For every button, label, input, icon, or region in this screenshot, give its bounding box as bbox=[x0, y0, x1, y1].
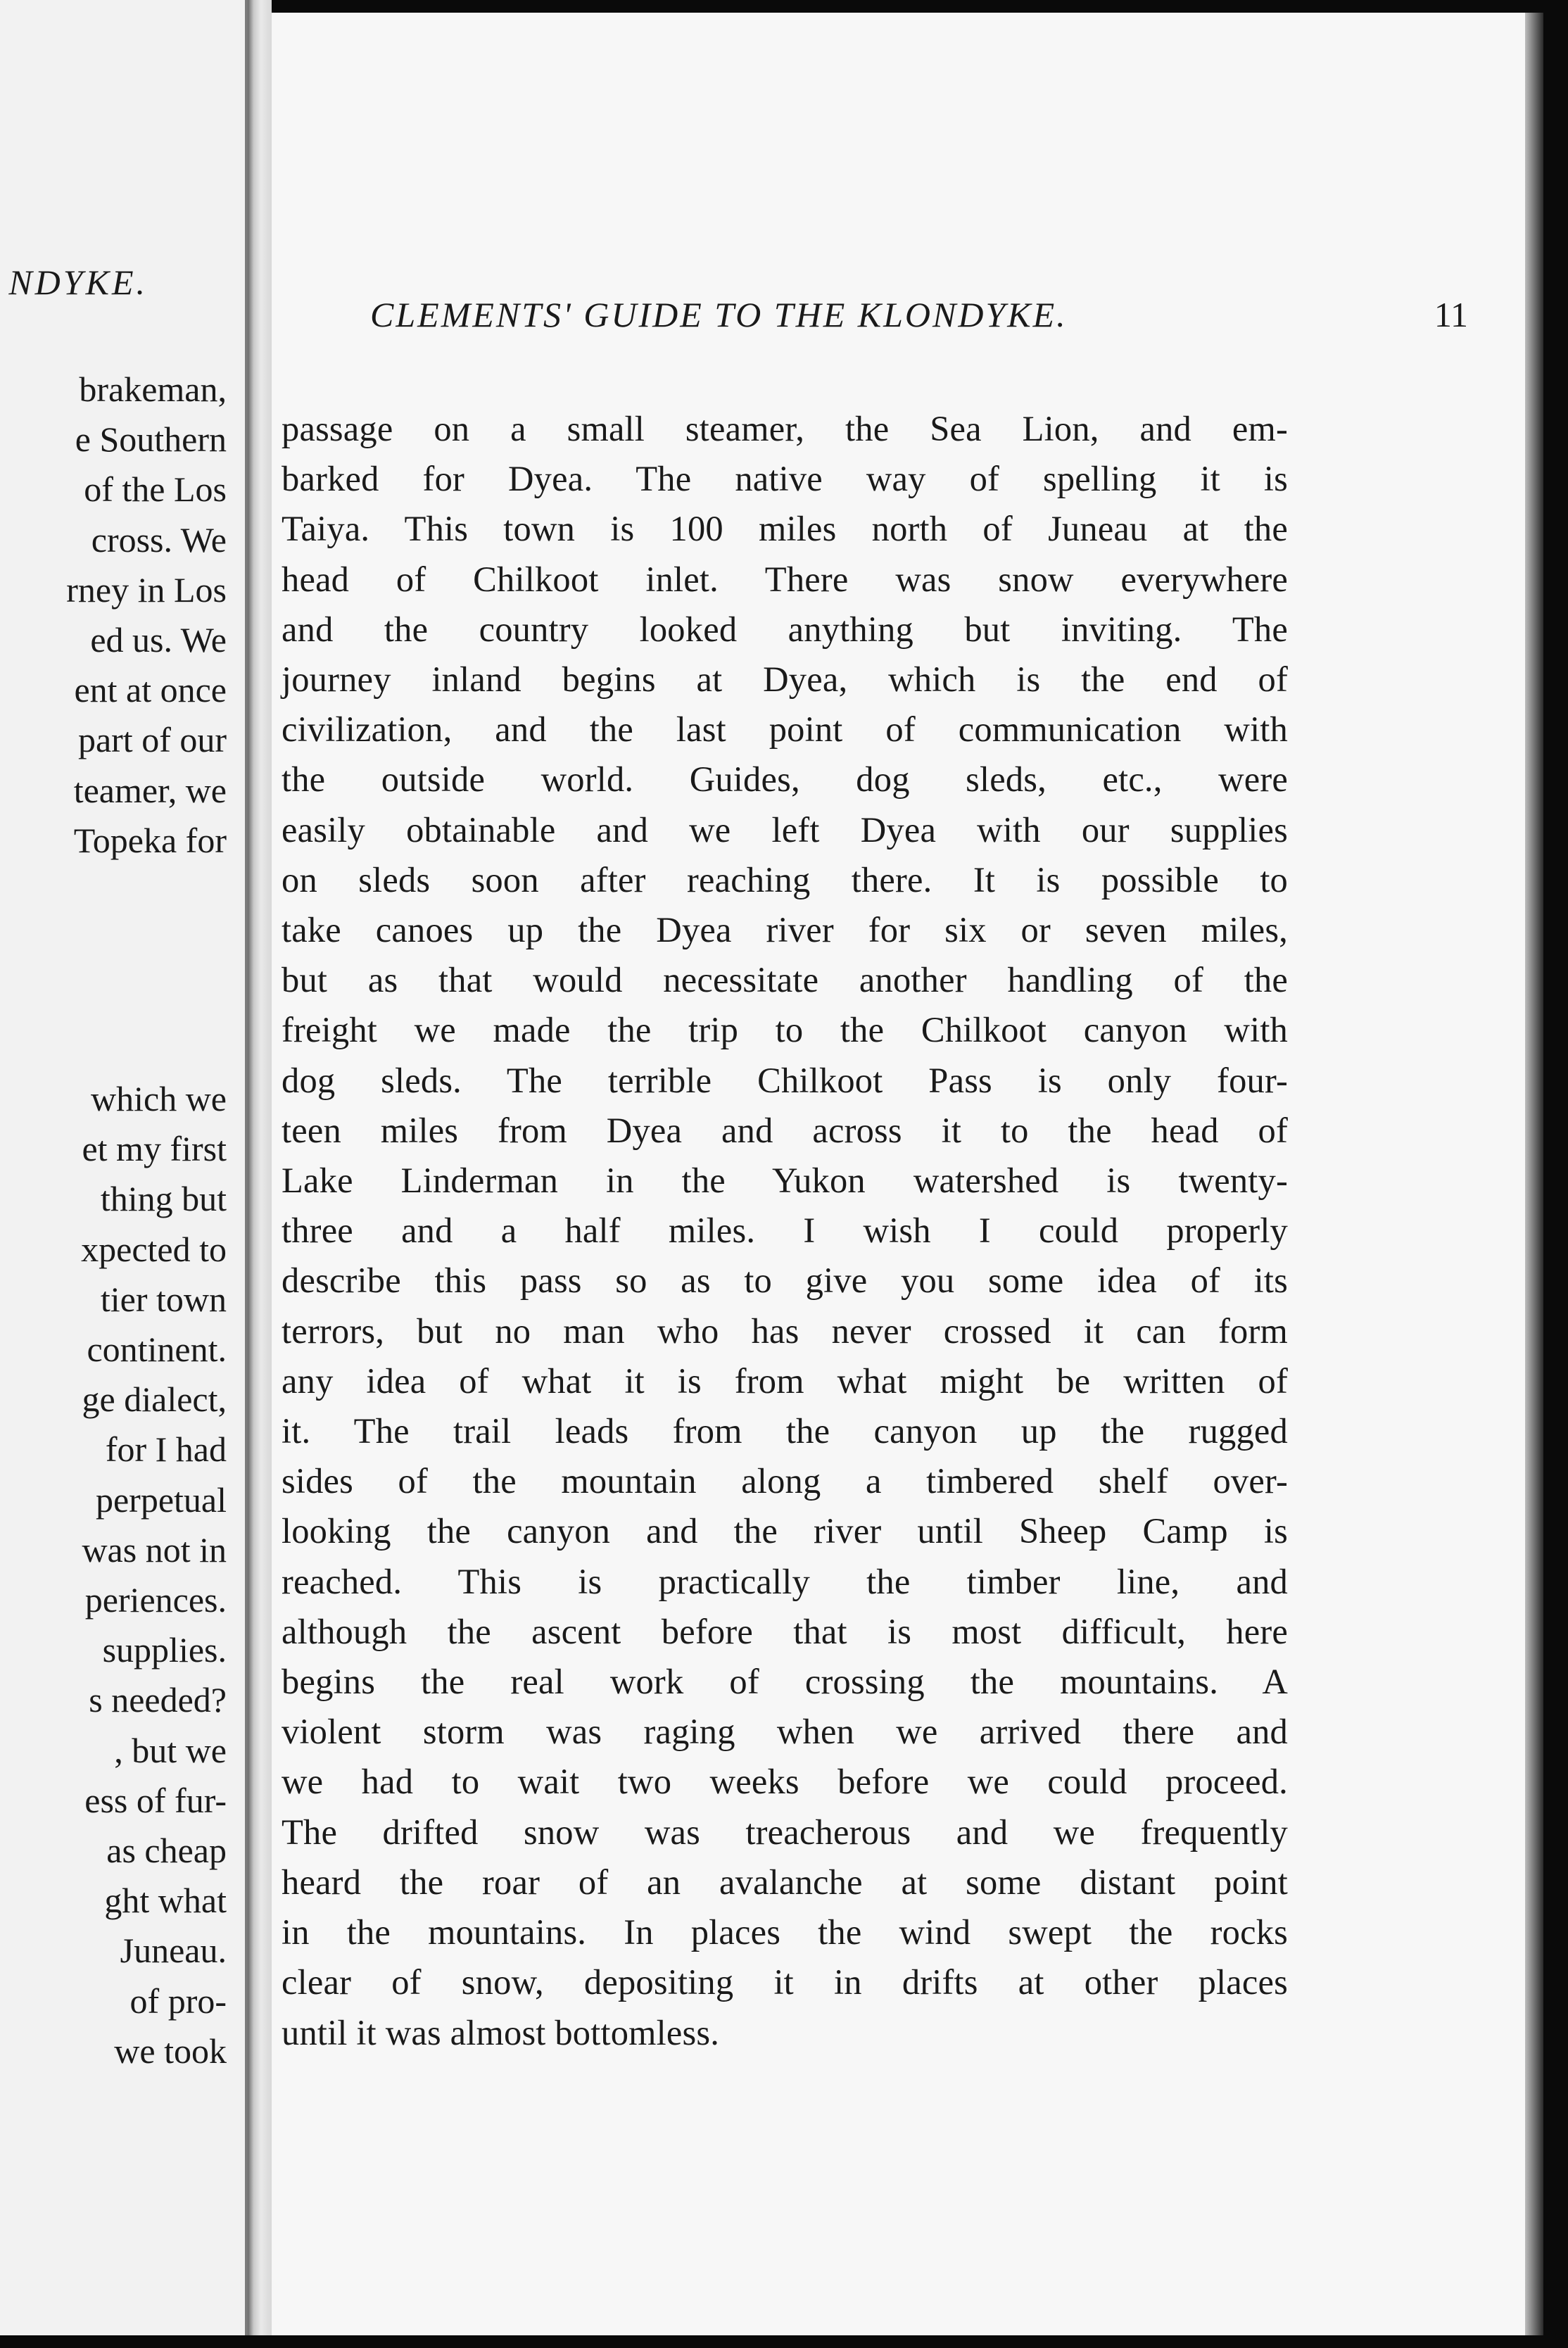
text-line: reached. This is practically the timber line, and bbox=[282, 1561, 1288, 1601]
text-line: barked for Dyea. The native way of spelling it is bbox=[282, 459, 1288, 499]
text-line: journey inland begins at Dyea, which is the end of bbox=[282, 659, 1288, 700]
left-text-line: periences. bbox=[84, 1580, 227, 1620]
text-line: but as that would necessitate another handling of the bbox=[282, 960, 1288, 1000]
left-text-block-1 bbox=[0, 365, 227, 866]
page-number: 11 bbox=[1434, 295, 1468, 334]
left-text-line: e Southern bbox=[75, 419, 227, 460]
left-text-line: was not in bbox=[82, 1529, 227, 1570]
text-line: dog sleds. The terrible Chilkoot Pass is only four- bbox=[282, 1060, 1288, 1100]
left-text-line: thing but bbox=[100, 1179, 227, 1219]
text-line: take canoes up the Dyea river for six or seven miles, bbox=[282, 910, 1288, 950]
left-text-line: we took bbox=[114, 2031, 227, 2071]
left-text-line: of the Los bbox=[84, 469, 227, 510]
previous-page bbox=[0, 0, 248, 2335]
text-line: any idea of what it is from what might be written of bbox=[282, 1361, 1288, 1401]
left-text-line: et my first bbox=[82, 1129, 227, 1169]
left-text-line: continent. bbox=[87, 1330, 227, 1370]
text-line: easily obtainable and we left Dyea with our supplies bbox=[282, 809, 1288, 850]
left-text-line: supplies. bbox=[102, 1630, 227, 1670]
text-line: sides of the mountain along a timbered shelf over- bbox=[282, 1461, 1288, 1501]
text-line: and the country looked anything but inviting. The bbox=[282, 609, 1288, 649]
text-line: it. The trail leads from the canyon up the rugged bbox=[282, 1411, 1288, 1451]
text-line: on sleds soon after reaching there. It is possible to bbox=[282, 859, 1288, 900]
text-line: in the mountains. In places the wind swept the rocks bbox=[282, 1912, 1288, 1952]
left-text-line: ent at once bbox=[74, 670, 227, 710]
left-text-line: xpected to bbox=[81, 1229, 227, 1269]
text-line: freight we made the trip to the Chilkoot canyon with bbox=[282, 1010, 1288, 1050]
left-text-line: brakeman, bbox=[79, 370, 227, 409]
text-line: teen miles from Dyea and across it to the head of bbox=[282, 1110, 1288, 1150]
text-line: civilization, and the last point of communication with bbox=[282, 709, 1288, 750]
left-text-line: ght what bbox=[104, 1881, 227, 1921]
text-line: describe this pass so as to give you some idea of its bbox=[282, 1261, 1288, 1301]
text-line: Lake Linderman in the Yukon watershed is twenty- bbox=[282, 1161, 1288, 1201]
book-gutter bbox=[248, 0, 272, 2335]
left-text-line: ed us. We bbox=[90, 620, 227, 660]
text-line: terrors, but no man who has never crossed it can form bbox=[282, 1311, 1288, 1351]
text-line: until it was almost bottomless. bbox=[282, 2012, 720, 2052]
left-text-line: cross. We bbox=[91, 519, 227, 560]
text-line: clear of snow, depositing it in drifts at other places bbox=[282, 1962, 1288, 2002]
left-text-line: part of our bbox=[77, 720, 227, 760]
left-text-line: of pro- bbox=[129, 1981, 227, 2021]
text-line: passage on a small steamer, the Sea Lion, and em- bbox=[282, 409, 1288, 448]
text-line: Taiya. This town is 100 miles north of Juneau at the bbox=[282, 509, 1288, 549]
left-text-line: as cheap bbox=[106, 1831, 227, 1871]
left-running-head: NDYKE. bbox=[8, 263, 148, 302]
left-text-line: for I had bbox=[105, 1429, 227, 1470]
current-page bbox=[272, 13, 1527, 2335]
text-line: although the ascent before that is most difficult, here bbox=[282, 1611, 1288, 1651]
left-text-line: ge dialect, bbox=[82, 1380, 227, 1420]
left-text-line: which we bbox=[91, 1079, 227, 1118]
text-line: head of Chilkoot inlet. There was snow everywhere bbox=[282, 559, 1288, 599]
left-text-block-2 bbox=[0, 1074, 227, 2076]
running-head bbox=[370, 294, 1468, 335]
left-text-line: , but we bbox=[114, 1730, 227, 1770]
text-line: three and a half miles. I wish I could properly bbox=[282, 1211, 1288, 1251]
text-line: The drifted snow was treacherous and we frequently bbox=[282, 1812, 1288, 1852]
left-text-line: Juneau. bbox=[120, 1931, 227, 1971]
text-line: the outside world. Guides, dog sleds, etc., were bbox=[282, 759, 1288, 800]
left-text-line: teamer, we bbox=[73, 770, 227, 810]
text-line: begins the real work of crossing the mountains. A bbox=[282, 1662, 1288, 1702]
left-text-line: rney in Los bbox=[66, 569, 227, 610]
left-text-line: perpetual bbox=[95, 1479, 227, 1520]
left-text-line: s needed? bbox=[89, 1680, 227, 1720]
left-text-line: tier town bbox=[100, 1279, 227, 1319]
left-text-line: Topeka for bbox=[73, 820, 227, 860]
running-title: CLEMENTS' GUIDE TO THE KLONDYKE. bbox=[370, 295, 1068, 334]
body-text bbox=[282, 404, 1288, 2058]
text-line: we had to wait two weeks before we could proceed. bbox=[282, 1762, 1288, 1802]
text-line: looking the canyon and the river until Sheep Camp is bbox=[282, 1511, 1288, 1551]
text-line: violent storm was raging when we arrived there and bbox=[282, 1712, 1288, 1752]
text-line: heard the roar of an avalanche at some distant point bbox=[282, 1862, 1288, 1902]
left-text-line: ess of fur- bbox=[84, 1780, 227, 1820]
